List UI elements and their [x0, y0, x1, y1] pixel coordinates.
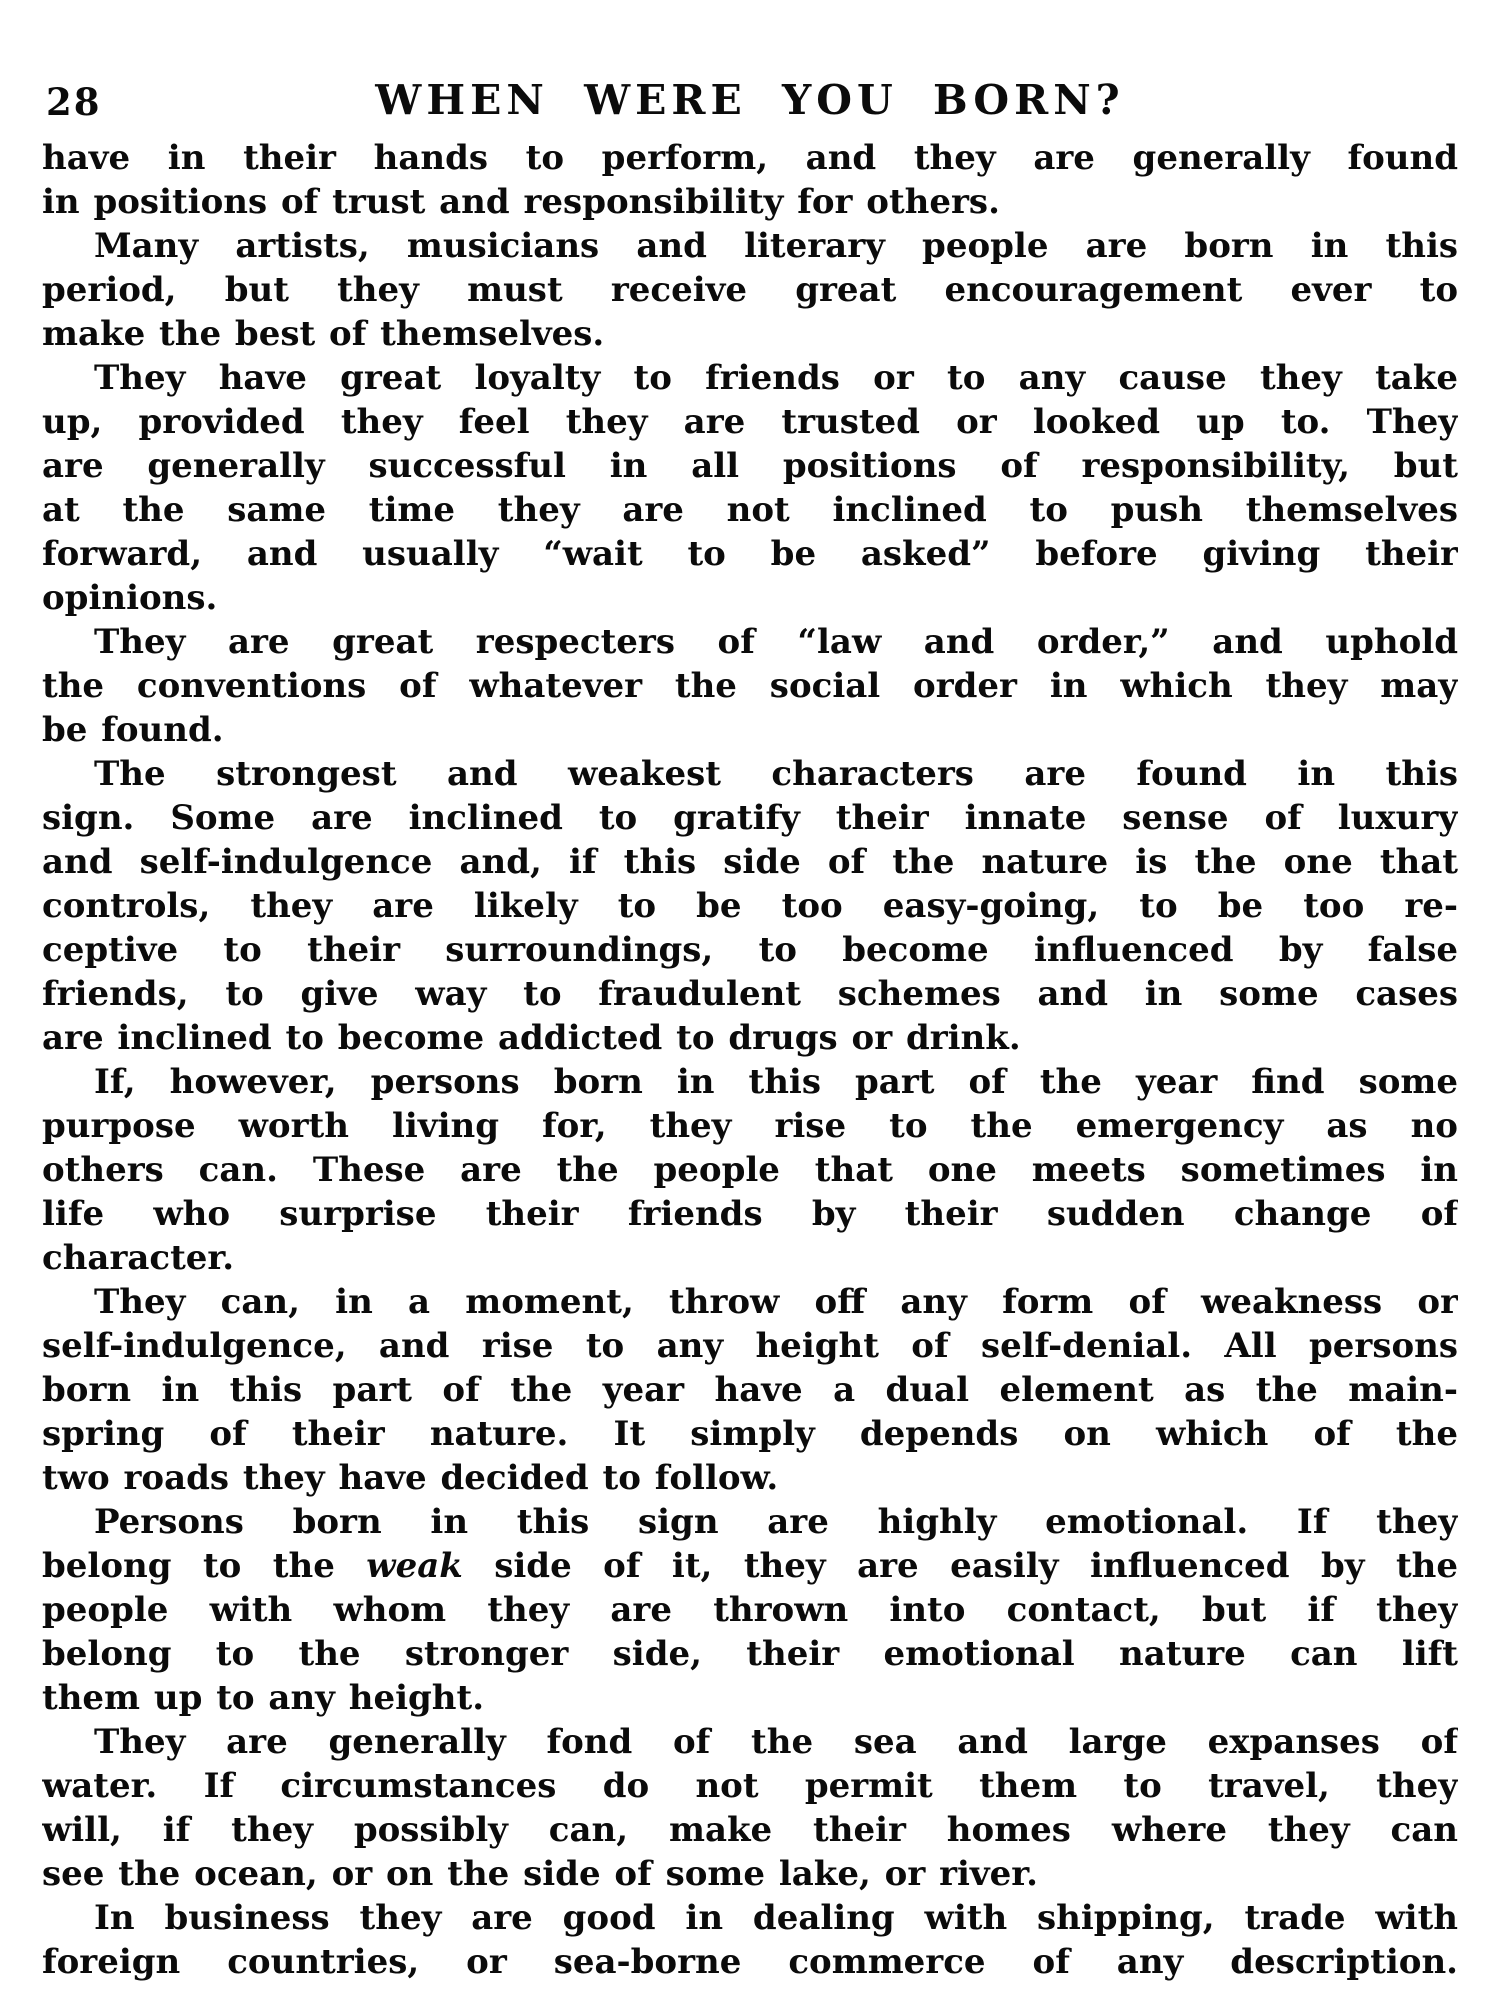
- page-header: [42, 72, 1458, 128]
- text-line: They are generally fond of the sea and large expanses of: [94, 1722, 1458, 1762]
- text-line: belong to the stronger side, their emotional nature can lift: [42, 1634, 1458, 1674]
- paragraph: [42, 1720, 1458, 1896]
- paragraph: [42, 1280, 1458, 1500]
- text-line: Many artists, musicians and literary people are born in this: [94, 226, 1458, 266]
- text-line: born in this part of the year have a dual element as the main-: [42, 1370, 1458, 1410]
- text-line: others can. These are the people that one meets sometimes in: [42, 1150, 1458, 1190]
- text-line: self-indulgence, and rise to any height of self-denial. All persons: [42, 1326, 1458, 1366]
- paragraph: [42, 136, 1458, 224]
- text-line: and self-indulgence and, if this side of the nature is the one that: [42, 842, 1458, 882]
- text-line: two roads they have decided to follow.: [42, 1458, 779, 1498]
- text-line: They can, in a moment, throw off any form of weakness or: [94, 1282, 1458, 1322]
- text-line: are inclined to become addicted to drugs or drink.: [42, 1018, 1021, 1058]
- paragraph: [42, 1060, 1458, 1280]
- page-number: 28: [46, 80, 102, 124]
- text-line: Persons born in this sign are highly emotional. If they: [94, 1502, 1458, 1542]
- text-line: controls, they are likely to be too easy-going, to be too re-: [42, 886, 1458, 926]
- text-segment: belong to the: [42, 1546, 367, 1586]
- text-line: up, provided they feel they are trusted or looked up to. They: [42, 402, 1458, 442]
- text-line: purpose worth living for, they rise to the emergency as no: [42, 1106, 1458, 1146]
- text-line: They have great loyalty to friends or to any cause they take: [94, 358, 1458, 398]
- text-line: will, if they possibly can, make their homes where they can: [42, 1810, 1458, 1850]
- paragraph: [42, 224, 1458, 356]
- text-line: at the same time they are not inclined to push themselves: [42, 490, 1458, 530]
- text-line: see the ocean, or on the side of some lake, or river.: [42, 1854, 1038, 1894]
- text-line: [42, 1544, 1458, 1588]
- text-line: friends, to give way to fraudulent schemes and in some cases: [42, 974, 1458, 1014]
- text-line: have in their hands to perform, and they are generally found: [42, 138, 1458, 178]
- paragraph: [42, 1500, 1458, 1720]
- text-line: ceptive to their surroundings, to become influenced by false: [42, 930, 1458, 970]
- paragraph: [42, 620, 1458, 752]
- italic-word: weak: [366, 1546, 463, 1586]
- text-line: In business they are good in dealing with shipping, trade with: [94, 1898, 1458, 1938]
- text-line: water. If circumstances do not permit them to travel, they: [42, 1766, 1458, 1806]
- text-line: period, but they must receive great encouragement ever to: [42, 270, 1458, 310]
- text-line: life who surprise their friends by their sudden change of: [42, 1194, 1458, 1234]
- text-line: foreign countries, or sea-borne commerce of any description.: [42, 1942, 1458, 1982]
- text-line: make the best of themselves.: [42, 314, 605, 354]
- paragraph: [42, 356, 1458, 620]
- text-line: people with whom they are thrown into contact, but if they: [42, 1590, 1458, 1630]
- text-line: forward, and usually “wait to be asked” before giving their: [42, 534, 1458, 574]
- page-title: WHEN WERE YOU BORN?: [375, 76, 1125, 124]
- text-line: in positions of trust and responsibility for others.: [42, 182, 1000, 222]
- text-line: be found.: [42, 710, 224, 750]
- text-line: character.: [42, 1238, 235, 1278]
- text-line: The strongest and weakest characters are found in this: [94, 754, 1458, 794]
- text-line: spring of their nature. It simply depends on which of the: [42, 1414, 1458, 1454]
- text-line: If, however, persons born in this part of the year find some: [94, 1062, 1458, 1102]
- text-segment: side of it, they are easily influenced by the: [462, 1546, 1458, 1586]
- text-line: opinions.: [42, 578, 218, 618]
- body-text: [42, 136, 1458, 1984]
- text-line: They are great respecters of “law and order,” and uphold: [94, 622, 1458, 662]
- text-line: sign. Some are inclined to gratify their innate sense of luxury: [42, 798, 1458, 838]
- text-line: them up to any height.: [42, 1678, 485, 1718]
- text-line: the conventions of whatever the social order in which they may: [42, 666, 1458, 706]
- text-line: are generally successful in all positions of responsibility, but: [42, 446, 1458, 486]
- paragraph: [42, 752, 1458, 1060]
- paragraph: [42, 1896, 1458, 1984]
